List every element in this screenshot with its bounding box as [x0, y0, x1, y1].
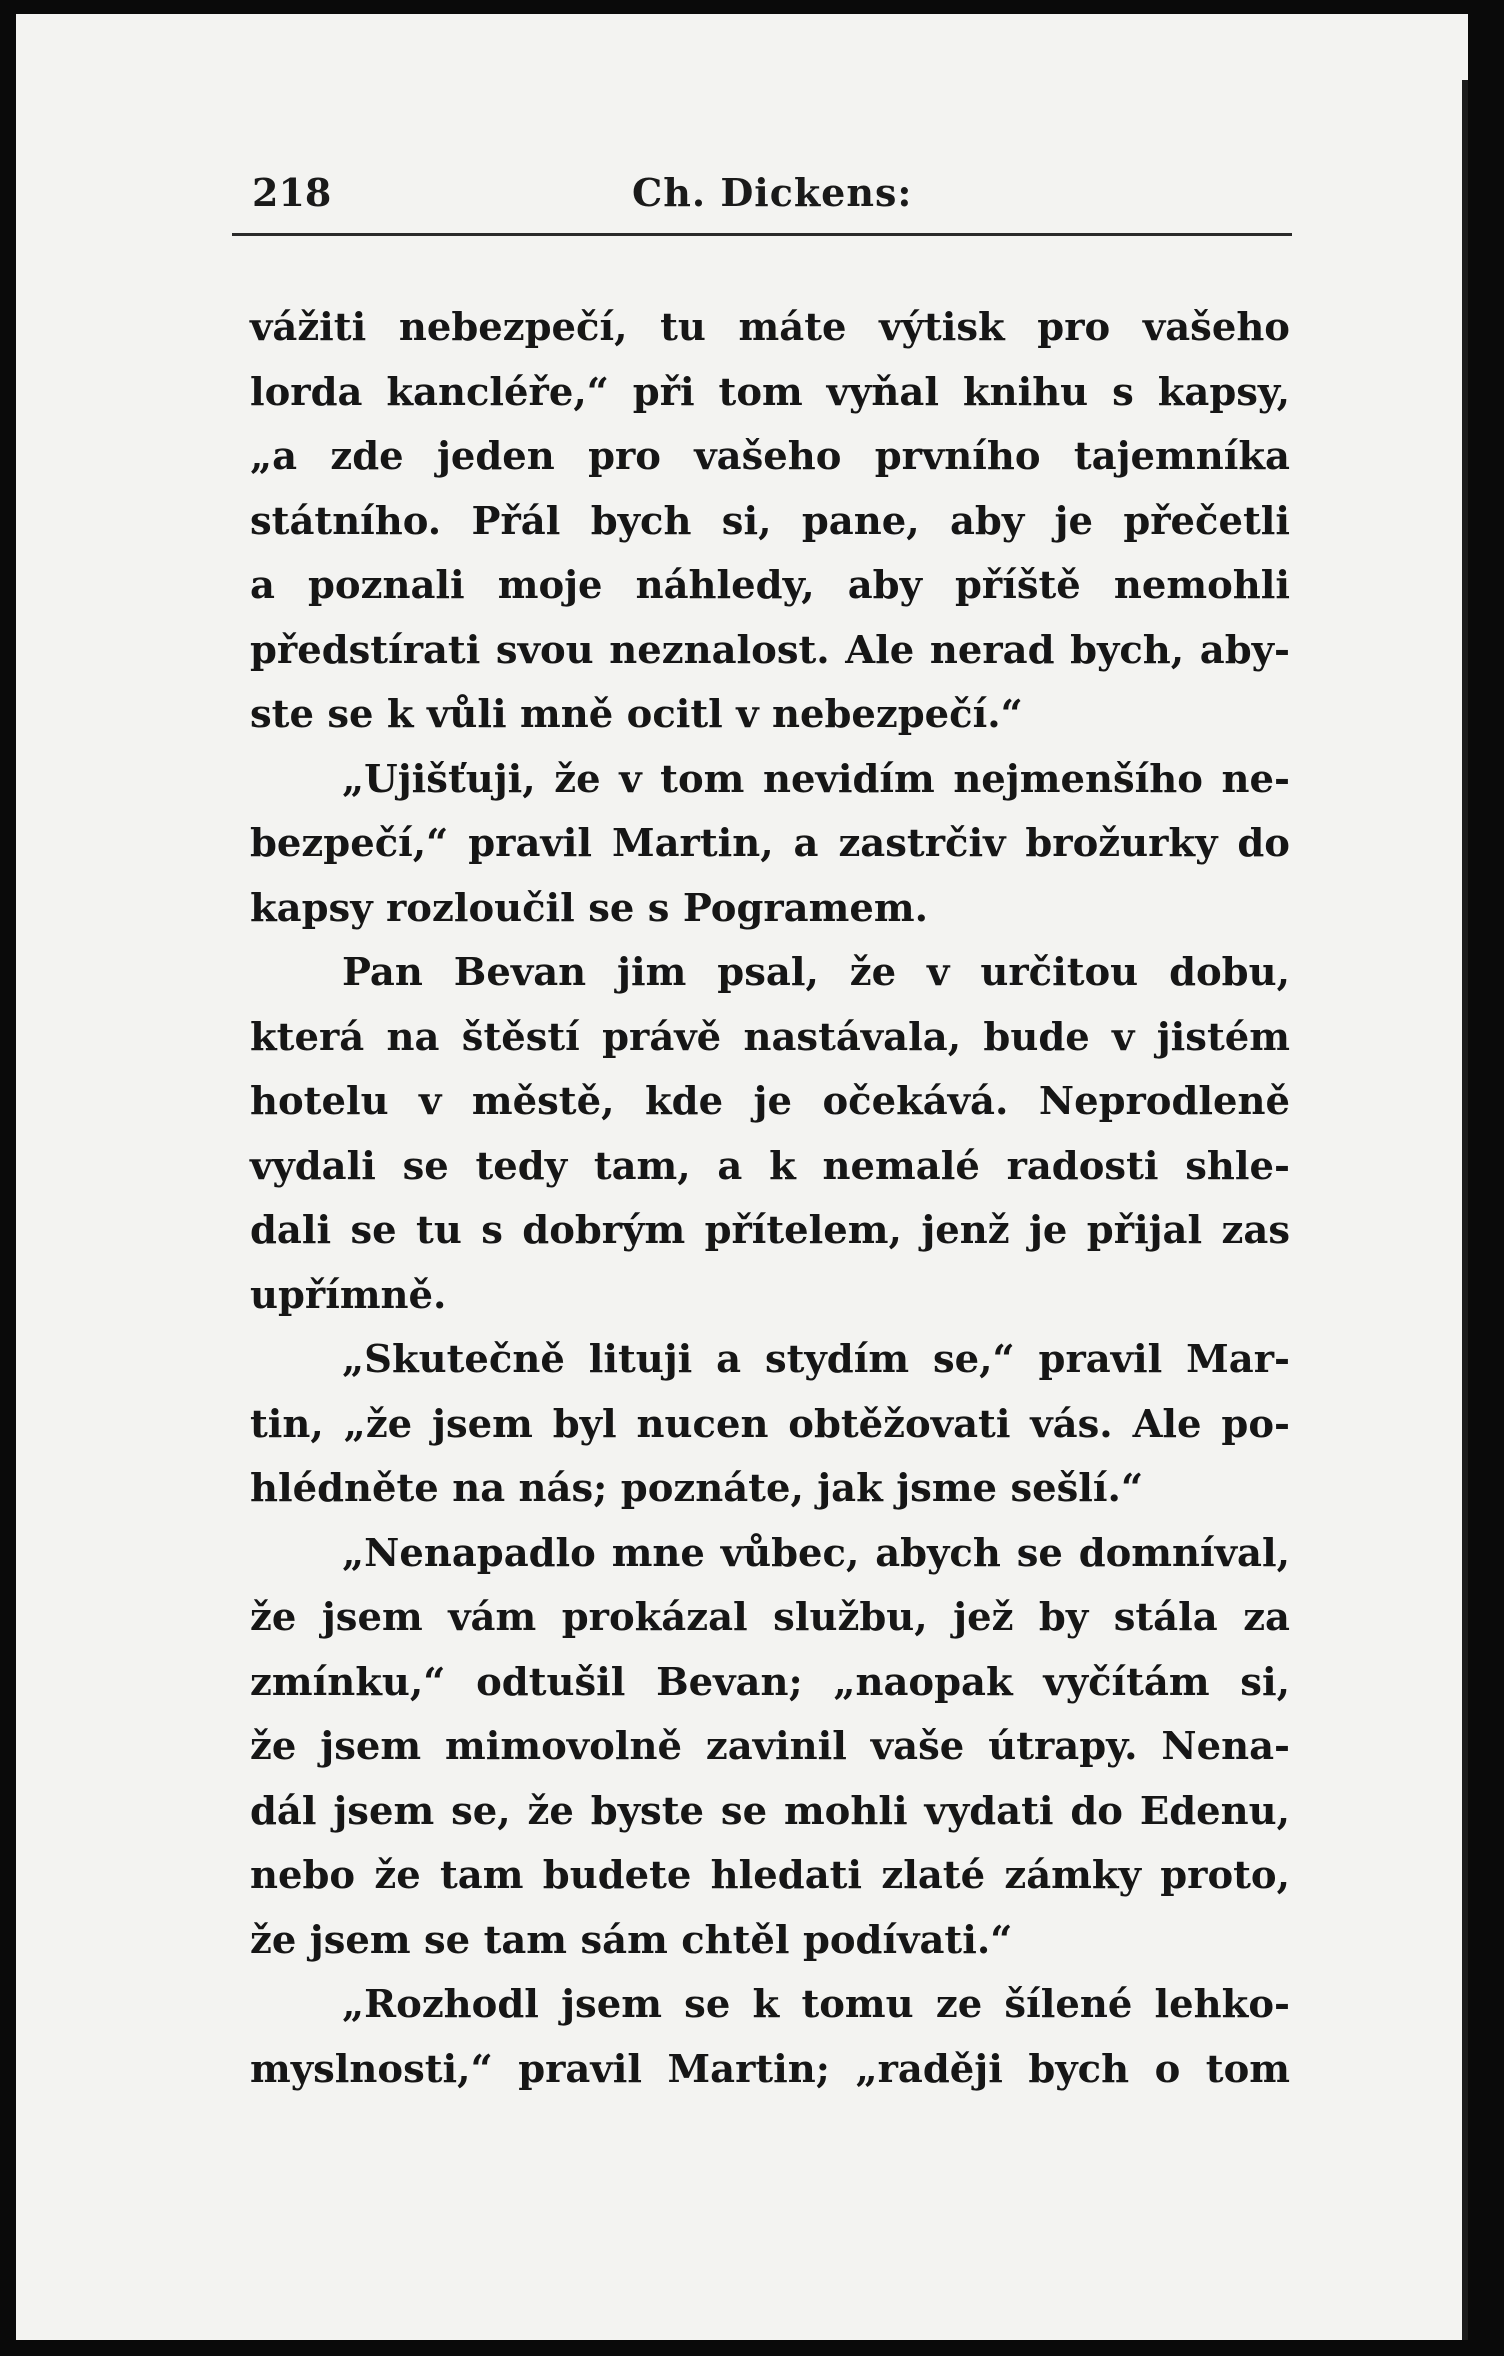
text-line: „Skutečně lituji a stydím se,“ pravil Mar- [342, 1337, 1290, 1382]
text-line: tin, „že jsem byl nucen obtěžovati vás. Ale po- [250, 1401, 1290, 1447]
text-line: státního. Přál bych si, pane, aby je přečetli [250, 498, 1290, 544]
text-line: Pan Bevan jim psal, že v určitou dobu, [342, 950, 1290, 995]
text-line: „Ujišťuji, že v tom nevidím nejmenšího ne- [342, 756, 1290, 802]
text-line: vydali se tedy tam, a k nemalé radosti shle- [250, 1143, 1290, 1189]
page-number: 218 [252, 170, 332, 215]
text-line: že jsem se tam sám chtěl podívati.“ [250, 1917, 1013, 1963]
text-line: „Nenapadlo mne vůbec, abych se domníval, [342, 1530, 1290, 1576]
paragraph [250, 1522, 1290, 1974]
paragraph [250, 1328, 1290, 1522]
text-line: vážiti nebezpečí, tu máte výtisk pro vašeho [250, 305, 1290, 350]
text-line: dali se tu s dobrým přítelem, jenž je přijal zas [250, 1208, 1290, 1253]
body-text [250, 296, 1290, 2102]
text-line: hotelu v městě, kde je očekává. Neprodleně [250, 1079, 1290, 1124]
paragraph [250, 1973, 1290, 2102]
text-line: kapsy rozloučil se s Pogramem. [250, 885, 928, 931]
text-line: dál jsem se, že byste se mohli vydati do Edenu, [250, 1788, 1290, 1834]
running-head: Ch. Dickens: [632, 170, 913, 215]
text-line: a poznali moje náhledy, aby příště nemohli [250, 563, 1290, 608]
text-line: myslnosti,“ pravil Martin; „raději bych o tom [250, 2046, 1290, 2092]
paragraph [250, 941, 1290, 1328]
text-line: „a zde jeden pro vašeho prvního tajemníka [250, 434, 1290, 479]
paragraph [250, 296, 1290, 748]
text-line: zmínku,“ odtušil Bevan; „naopak vyčítám si, [250, 1659, 1290, 1705]
page-edge-shadow [1462, 80, 1468, 2340]
text-line: upřímně. [250, 1272, 447, 1318]
text-line: že jsem mimovolně zavinil vaše útrapy. Nena- [250, 1724, 1290, 1769]
text-line: že jsem vám prokázal službu, jež by stála za [250, 1595, 1290, 1640]
text-line: bezpečí,“ pravil Martin, a zastrčiv brožurky do [250, 821, 1290, 866]
text-line: hlédněte na nás; poznáte, jak jsme sešlí.“ [250, 1466, 1144, 1511]
text-line: která na štěstí právě nastávala, bude v jistém [250, 1014, 1290, 1060]
page-header [232, 164, 1292, 236]
text-line: lorda kancléře,“ při tom vyňal knihu s kapsy, [250, 369, 1290, 415]
text-line: nebo že tam budete hledati zlaté zámky proto, [250, 1853, 1290, 1898]
text-line: předstírati svou neznalost. Ale nerad bych, aby- [250, 627, 1290, 673]
paragraph [250, 748, 1290, 942]
text-line: „Rozhodl jsem se k tomu ze šílené lehko- [342, 1982, 1290, 2027]
text-line: ste se k vůli mně ocitl v nebezpečí.“ [250, 692, 1023, 737]
